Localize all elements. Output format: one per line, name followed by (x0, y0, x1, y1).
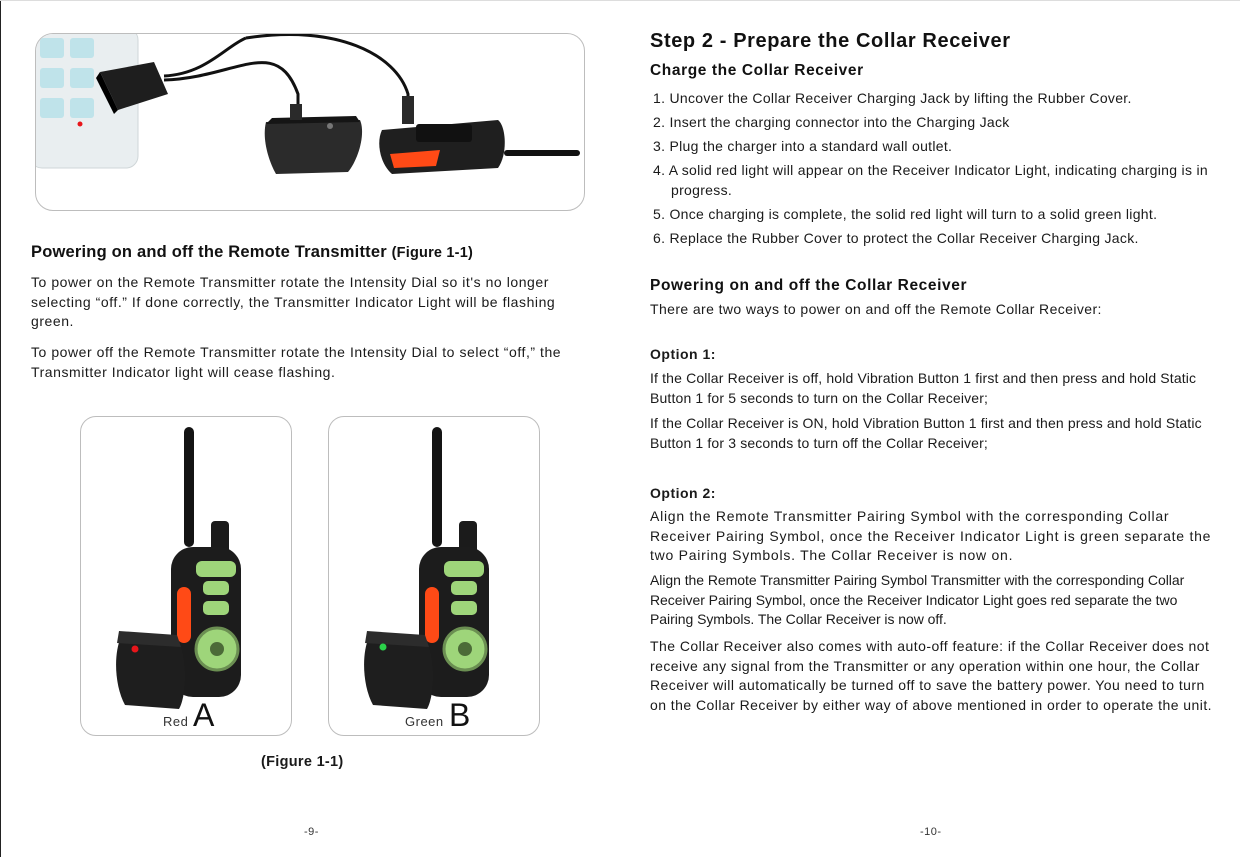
auto-off-text: The Collar Receiver also comes with auto-off feature: if the Collar Receiver does not receive any signal from the Transmitter or any operation within one hour, the Collar Receiver will automatically be turned off to save the battery power. You need to turn on the Collar Receiver by either way of above mentioned in order to operate the unit. (650, 638, 1212, 713)
list-item: 6. Replace the Rubber Cover to protect the Collar Receiver Charging Jack. (653, 229, 1139, 246)
transmitter-green-photo (329, 417, 539, 735)
option-1-on-text: If the Collar Receiver is off, hold Vibration Button 1 first and then press and hold Static Button 1 for 5 seconds to turn on the Collar Receiver; (650, 370, 1197, 406)
figure-a-letter: A (193, 697, 215, 733)
figure-a-color-label: Red (163, 714, 189, 729)
page-number-left: -9- (304, 826, 319, 838)
collar-power-heading: Powering on and off the Collar Receiver (650, 277, 968, 294)
list-item: 5. Once charging is complete, the solid red light will turn to a solid green light. (653, 205, 1158, 222)
figure-b-color-label: Green (405, 714, 444, 729)
figure-b-letter: B (449, 697, 471, 733)
transmitter-power-title: Powering on and off the Remote Transmitter (31, 243, 387, 261)
charge-steps-list (653, 89, 1218, 253)
charger-illustration (36, 34, 584, 210)
step-title: Step 2 - Prepare the Collar Receiver (650, 30, 1011, 52)
page-number-right: -10- (920, 826, 942, 838)
list-item: 4. A solid red light will appear on the Receiver Indicator Light, indicating charging is in progress. (653, 162, 1208, 198)
option-2-off-text: Align the Remote Transmitter Pairing Symbol Transmitter with the corresponding Collar Receiver Pairing Symbol, once the Receiver Indicator Light goes red separate the two Pairing Symbols. The Collar Receiver is now off. (650, 572, 1185, 627)
option-2-on-text: Align the Remote Transmitter Pairing Symbol with the corresponding Collar Receiver Pairing Symbol, once the Receiver Indicator Light is green separate the two Pairing Symbols. The Collar Receiver is now on. (650, 508, 1212, 563)
figure-reference: (Figure 1-1) (391, 245, 474, 261)
power-off-paragraph: To power off the Remote Transmitter rotate the Intensity Dial to select “off,” the Transmitter Indicator light will cease flashing. (31, 344, 562, 380)
figure-b-green (328, 416, 540, 736)
transmitter-red-photo (81, 417, 291, 735)
page-right (620, 0, 1240, 857)
list-item: 2. Insert the charging connector into the Charging Jack (653, 114, 1010, 131)
option-2-label: Option 2: (650, 485, 716, 501)
list-item: 3. Plug the charger into a standard wall outlet. (653, 138, 953, 155)
option-1-off-text: If the Collar Receiver is ON, hold Vibration Button 1 first and then press and hold Static Button 1 for 3 seconds to turn off the Collar Receiver; (650, 415, 1202, 451)
transmitter-power-heading (31, 243, 473, 262)
charge-heading: Charge the Collar Receiver (650, 62, 864, 79)
list-item: 1. Uncover the Collar Receiver Charging Jack by lifting the Rubber Cover. (653, 90, 1132, 106)
figure-caption: (Figure 1-1) (261, 754, 344, 770)
option-1-label: Option 1: (650, 346, 716, 362)
power-on-paragraph: To power on the Remote Transmitter rotate the Intensity Dial so it's no longer selecting “off.” If done correctly, the Transmitter Indicator Light will be flashing green. (31, 274, 556, 329)
charger-photo (35, 33, 585, 211)
power-intro: There are two ways to power on and off the Remote Collar Receiver: (650, 301, 1102, 317)
figure-a-red (80, 416, 292, 736)
